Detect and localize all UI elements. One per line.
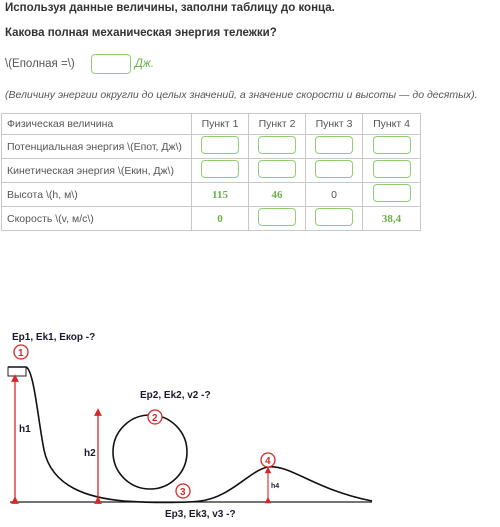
answer-input[interactable] xyxy=(373,160,411,178)
table-row xyxy=(2,159,421,183)
column-header: Пункт 4 xyxy=(363,114,421,135)
table-row xyxy=(2,207,421,231)
given-value: 46 xyxy=(249,183,306,207)
answer-input[interactable] xyxy=(258,160,296,178)
row-label: Высота \(h, м\) xyxy=(2,183,192,207)
point-3-label: Ep3, Ek3, v3 -? xyxy=(165,509,236,520)
track-curve xyxy=(8,367,372,503)
total-energy-unit: Дж. xyxy=(134,58,154,70)
h2-label: h2 xyxy=(84,448,96,459)
question-text: Какова полная механическая энергия тележки? xyxy=(5,27,277,39)
row-label: Скорость \(v, м/с\) xyxy=(2,207,192,231)
point-2-label: Ep2, Ek2, v2 -? xyxy=(140,390,211,401)
point-3-number: 3 xyxy=(180,487,186,498)
column-header: Пункт 1 xyxy=(192,114,249,135)
answer-input[interactable] xyxy=(315,136,353,154)
answer-input[interactable] xyxy=(201,160,239,178)
given-value: 38,4 xyxy=(363,207,421,231)
answer-input[interactable] xyxy=(258,208,296,226)
total-energy-label: \(Еполная =\) xyxy=(5,58,75,70)
point-4-number: 4 xyxy=(265,456,271,467)
point-1-label: Ep1, Ek1, Eкор -? xyxy=(12,332,96,343)
total-energy-row xyxy=(5,53,154,75)
table-row xyxy=(2,183,421,207)
h1-label: h1 xyxy=(19,424,31,435)
column-header: Пункт 3 xyxy=(306,114,363,135)
roller-coaster-diagram xyxy=(0,320,500,527)
given-value: 0 xyxy=(192,207,249,231)
given-value: 115 xyxy=(192,183,249,207)
point-1-number: 1 xyxy=(18,348,24,359)
column-header: Физическая величина xyxy=(2,114,192,135)
row-label: Кинетическая энергия \(Екин, Дж\) xyxy=(2,159,192,183)
table-row xyxy=(2,135,421,159)
answer-input[interactable] xyxy=(315,208,353,226)
answer-input[interactable] xyxy=(373,184,411,202)
values-table xyxy=(1,113,421,231)
answer-input[interactable] xyxy=(258,136,296,154)
answer-input[interactable] xyxy=(201,136,239,154)
h4-label: h4 xyxy=(271,483,280,490)
row-label: Потенциальная энергия \(Епот, Дж\) xyxy=(2,135,192,159)
instruction-text: Используя данные величины, заполни таблицу до конца. xyxy=(5,2,335,14)
track-loop xyxy=(113,415,187,489)
column-header: Пункт 2 xyxy=(249,114,306,135)
start-platform xyxy=(8,367,26,376)
point-2-number: 2 xyxy=(152,413,158,424)
answer-input[interactable] xyxy=(315,160,353,178)
given-value: 0 xyxy=(306,183,363,207)
rounding-note: (Величину энергии округли до целых значений, а значение скорости и высоты — до десятых). xyxy=(5,89,478,101)
answer-input[interactable] xyxy=(373,136,411,154)
table-header-row xyxy=(2,114,421,135)
total-energy-input[interactable] xyxy=(91,54,131,74)
